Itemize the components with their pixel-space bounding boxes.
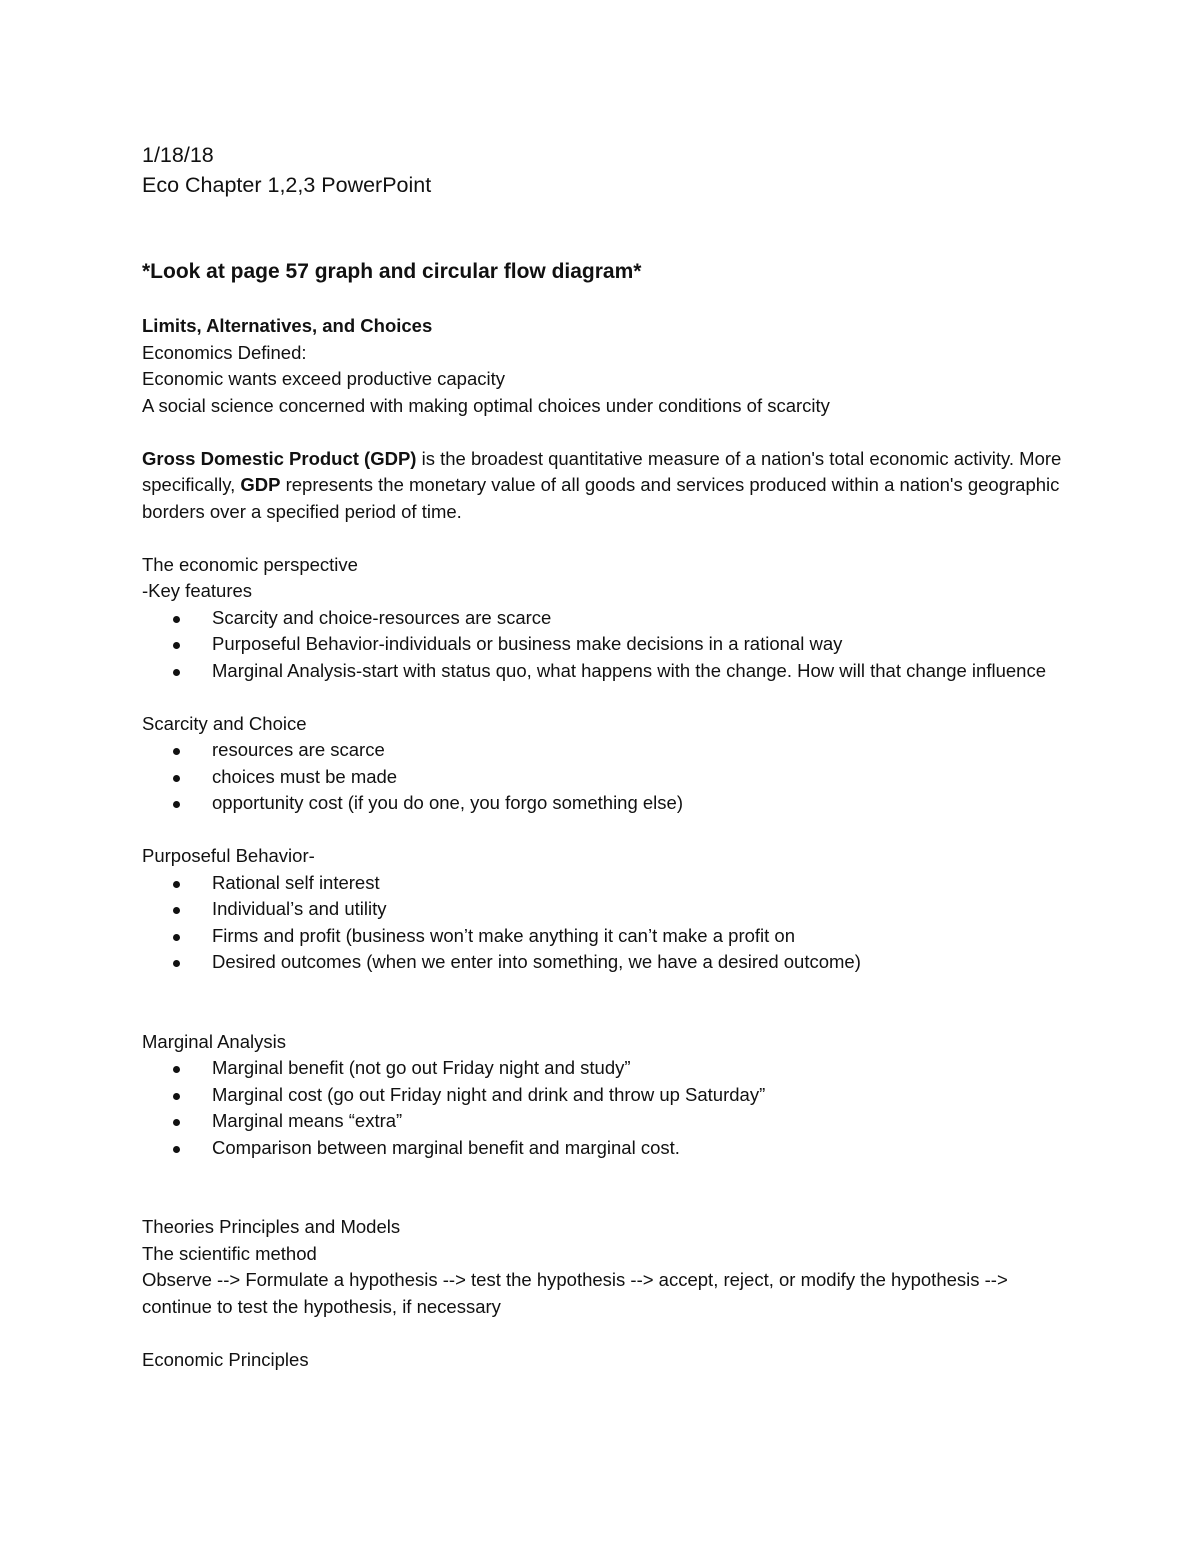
gdp-text: is the broadest quantitative measure of a nation's total economic activity. More specifically, <box>142 447 1062 495</box>
limits-line: A social science concerned with making optimal choices under conditions of scarcity <box>142 394 830 416</box>
section-heading-theories: Theories Principles and Models <box>142 1216 401 1237</box>
section-heading-perspective: The economic perspective <box>142 553 358 575</box>
bullet-icon <box>173 748 180 755</box>
theories-subheading: The scientific method <box>142 1242 317 1264</box>
document-page <box>142 140 1072 1373</box>
bullet-icon <box>173 642 180 649</box>
perspective-list <box>142 605 1072 685</box>
list-item: Scarcity and choice-resources are scarce <box>142 605 1072 632</box>
list-item: Comparison between marginal benefit and marginal cost. <box>142 1135 1072 1162</box>
perspective-subheading: -Key features <box>142 580 253 601</box>
section-heading-scarcity: Scarcity and Choice <box>142 712 307 734</box>
list-item: choices must be made <box>142 764 1072 791</box>
list-item: Marginal cost (go out Friday night and drink and throw up Saturday” <box>142 1082 1072 1109</box>
list-item: Purposeful Behavior-individuals or business make decisions in a rational way <box>142 631 1072 658</box>
bullet-icon <box>173 801 180 808</box>
note-date: 1/18/18 <box>142 143 214 167</box>
bullet-icon <box>173 1093 180 1100</box>
marginal-list <box>142 1055 1072 1161</box>
list-item: opportunity cost (if you do one, you forgo something else) <box>142 790 1072 817</box>
list-item: Firms and profit (business won’t make anything it can’t make a profit on <box>142 923 1072 950</box>
section-heading-principles: Economic Principles <box>142 1348 309 1370</box>
bullet-icon <box>173 669 180 676</box>
section-heading-marginal: Marginal Analysis <box>142 1030 286 1052</box>
list-item: Desired outcomes (when we enter into something, we have a desired outcome) <box>142 949 1072 976</box>
limits-line: Economics Defined: <box>142 341 307 363</box>
scarcity-list <box>142 737 1072 817</box>
bullet-icon <box>173 934 180 941</box>
list-item: Rational self interest <box>142 870 1072 897</box>
list-item: Individual’s and utility <box>142 896 1072 923</box>
list-item: resources are scarce <box>142 737 1072 764</box>
bullet-icon <box>173 881 180 888</box>
purposeful-list <box>142 870 1072 976</box>
list-item: Marginal Analysis-start with status quo, what happens with the change. How will that change influence <box>142 658 1072 685</box>
limits-line: Economic wants exceed productive capacity <box>142 368 505 389</box>
bullet-icon <box>173 1146 180 1153</box>
bullet-icon <box>173 616 180 623</box>
scientific-method-text: Observe --> Formulate a hypothesis --> test the hypothesis --> accept, reject, or modify the hypothesis --> continue to test the hypothesis, if necessary <box>142 1269 1008 1317</box>
gdp-text: represents the monetary value of all goods and services produced within a nation's geographic borders over a specified period of time. <box>142 474 1060 522</box>
page-reference-note: *Look at page 57 graph and circular flow diagram* <box>142 259 642 283</box>
note-title: Eco Chapter 1,2,3 PowerPoint <box>142 173 432 197</box>
list-item: Marginal benefit (not go out Friday night and study” <box>142 1055 1072 1082</box>
bullet-icon <box>173 1119 180 1126</box>
section-heading-limits: Limits, Alternatives, and Choices <box>142 315 433 336</box>
gdp-paragraph <box>142 446 1072 526</box>
section-heading-purposeful: Purposeful Behavior- <box>142 845 315 866</box>
gdp-term: Gross Domestic Product (GDP) <box>142 447 417 469</box>
list-item: Marginal means “extra” <box>142 1108 1072 1135</box>
bullet-icon <box>173 775 180 782</box>
bullet-icon <box>173 1066 180 1073</box>
gdp-term-short: GDP <box>240 474 281 495</box>
bullet-icon <box>173 907 180 914</box>
bullet-icon <box>173 960 180 967</box>
